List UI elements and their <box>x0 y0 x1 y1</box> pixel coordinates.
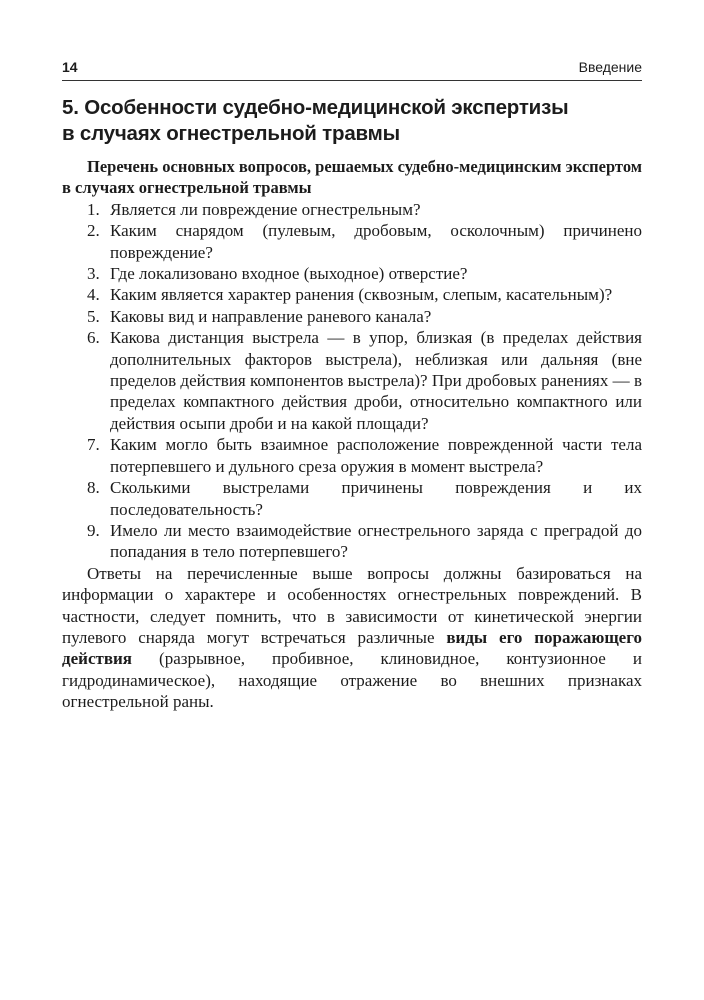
list-item-text: Каким снарядом (пулевым, дробовым, осколочным) причинено повреждение? <box>110 221 642 262</box>
questions-subheading: Перечень основных вопросов, решаемых судебно-медицинским экспертом в случаях огнестрельной травмы <box>62 157 642 198</box>
closing-paragraph-bold-term: виды его поражающего действия <box>62 627 643 669</box>
list-item-number: 3. <box>87 264 100 284</box>
closing-paragraph <box>62 563 642 713</box>
list-item <box>62 520 642 563</box>
closing-paragraph-part-1: Ответы на перечисленные выше вопросы должны базироваться на информации о характере и особенностях огнестрельных повреждений. В частности, следует помнить, что в зависимости от кинетической энергии пулевого снаряда могут встречаться различные <box>62 563 642 647</box>
list-item-text: Сколькими выстрелами причинены повреждения и их последовательность? <box>110 478 642 519</box>
list-item-number: 2. <box>87 221 100 241</box>
list-item-text: Какова дистанция выстрела — в упор, близкая (в пределах действия дополнительных факторов выстрела), неблизкая или дальняя (вне пределов действия компонентов выстрела)? При дробовых ранениях — в пределах компактного действия дроби, относительно компактного или действия осыпи дроби и на какой площади? <box>110 328 642 433</box>
list-item-text: Каковы вид и направление раневого канала? <box>110 306 432 326</box>
list-item-text: Где локализовано входное (выходное) отверстие? <box>110 264 468 284</box>
list-item-number: 5. <box>87 306 100 326</box>
list-item <box>62 327 642 434</box>
running-section-name: Введение <box>578 59 642 75</box>
list-item-text: Каким является характер ранения (сквозным, слепым, касательным)? <box>110 285 613 305</box>
section-title-line-1: 5. Особенности судебно-медицинской экспертизы <box>62 96 569 119</box>
list-item-text: Каким могло быть взаимное расположение поврежденной части тела потерпевшего и дульного среза оружия в момент выстрела? <box>110 435 642 476</box>
list-item-number: 7. <box>87 435 100 455</box>
page-number: 14 <box>62 59 78 75</box>
list-item-text: Имело ли место взаимодействие огнестрельного заряда с преградой до попадания в тело потерпевшего? <box>110 520 642 562</box>
section-title-line-2: в случаях огнестрельной травмы <box>62 122 400 145</box>
section-title <box>62 95 642 147</box>
list-item <box>62 434 642 477</box>
list-item-number: 9. <box>87 520 100 540</box>
list-item <box>62 306 642 327</box>
list-item-number: 6. <box>87 328 100 348</box>
list-item <box>62 199 642 220</box>
list-item-number: 1. <box>87 199 100 219</box>
running-header <box>62 58 642 81</box>
list-item <box>62 263 642 284</box>
list-item-number: 4. <box>87 285 100 305</box>
list-item <box>62 477 642 520</box>
section-body <box>62 156 642 713</box>
list-item-number: 8. <box>87 478 100 498</box>
questions-list <box>62 199 642 563</box>
book-page <box>62 58 642 713</box>
list-item-text: Является ли повреждение огнестрельным? <box>110 199 421 219</box>
closing-paragraph-part-2: (разрывное, пробивное, клиновидное, контузионное и гидродинамическое), находящие отражение во внешних признаках огнестрельной раны. <box>62 649 642 712</box>
list-item <box>62 220 642 263</box>
list-item <box>62 284 642 305</box>
